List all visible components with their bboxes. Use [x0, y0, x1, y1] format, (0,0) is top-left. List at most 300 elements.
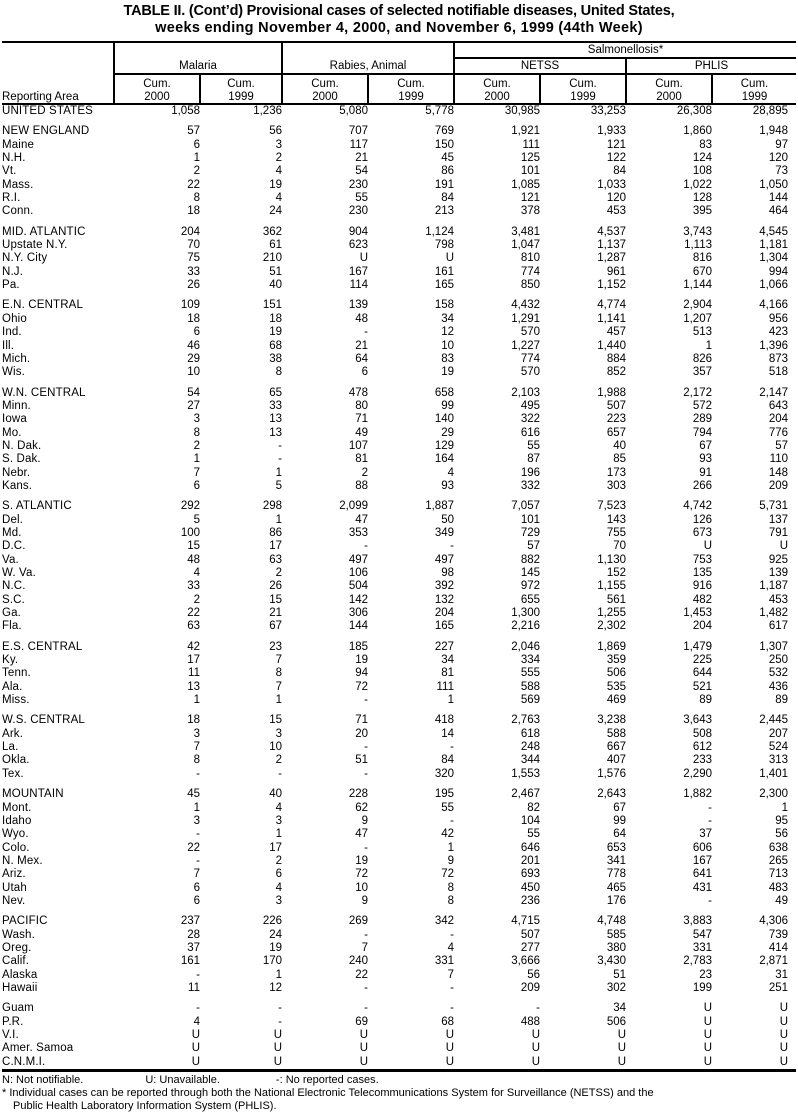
table-row — [2, 500, 796, 513]
row-cell: 10 — [441, 339, 454, 352]
column-header-rabies-1999 — [368, 74, 454, 104]
row-cell: 122 — [606, 152, 626, 165]
legend-unavailable: U: Unavailable. — [145, 1074, 220, 1087]
row-cell: 15 — [269, 593, 282, 606]
row-cell: 140 — [434, 413, 454, 426]
row-cell: 2,302 — [597, 620, 626, 633]
row-cell: 670 — [692, 265, 712, 278]
row-cell: 9 — [447, 854, 454, 867]
row-cell: 22 — [187, 841, 200, 854]
table-row — [2, 453, 796, 466]
row-area-label: S. ATLANTIC — [2, 500, 72, 513]
row-cell: - — [278, 439, 282, 452]
table-row — [2, 514, 796, 527]
table-row — [2, 802, 796, 815]
row-cell: - — [450, 928, 454, 941]
row-cell: 2,103 — [511, 386, 540, 399]
row-area-label: Mo. — [2, 426, 22, 439]
row-cell: 798 — [434, 239, 454, 252]
page-title — [2, 0, 796, 37]
row-cell: 213 — [434, 205, 454, 218]
row-cell: 8 — [447, 894, 454, 907]
row-cell: 40 — [613, 439, 626, 452]
row-cell: 27 — [187, 399, 200, 412]
row-cell: U — [703, 540, 712, 553]
row-cell: 508 — [692, 727, 712, 740]
row-cell: 3 — [275, 138, 282, 151]
row-cell: 1,401 — [759, 767, 788, 780]
row-cell: 6 — [361, 366, 368, 379]
row-cell: 4,715 — [511, 915, 540, 928]
row-cell: 1 — [193, 694, 200, 707]
row-cell: 362 — [262, 225, 282, 238]
year-label: 1999 — [741, 90, 768, 103]
row-cell: 17 — [269, 841, 282, 854]
table-row — [2, 714, 796, 727]
row-cell: 29 — [441, 426, 454, 439]
row-cell: 561 — [606, 593, 626, 606]
row-cell: 572 — [692, 399, 712, 412]
row-cell: 167 — [692, 854, 712, 867]
row-cell: 1,882 — [683, 788, 712, 801]
table-row — [2, 868, 796, 881]
row-cell: 34 — [441, 654, 454, 667]
row-cell: 4 — [193, 567, 200, 579]
row-cell: 1,948 — [759, 125, 788, 138]
row-cell: 209 — [768, 479, 788, 492]
row-cell: 19 — [269, 941, 282, 954]
row-cell: 201 — [520, 854, 540, 867]
row-cell: 111 — [436, 680, 454, 693]
row-cell: 1,300 — [511, 607, 540, 620]
row-area-label: Wash. — [2, 928, 35, 941]
row-cell: 19 — [355, 854, 368, 867]
row-cell: 23 — [699, 968, 712, 981]
row-spacer — [2, 995, 796, 1002]
row-cell: 1,033 — [597, 178, 626, 191]
row-cell: 42 — [187, 640, 200, 653]
row-cell: 791 — [768, 526, 788, 539]
row-cell: 641 — [692, 868, 712, 881]
row-cell: 70 — [613, 540, 626, 553]
row-cell: 54 — [187, 386, 200, 399]
row-cell: 453 — [606, 205, 626, 218]
row-cell: 199 — [692, 981, 712, 994]
row-cell: 195 — [434, 788, 454, 801]
row-cell: 1,022 — [683, 178, 712, 191]
row-cell: 277 — [520, 941, 540, 954]
cum-label: Cum. — [569, 78, 597, 90]
row-cell: - — [708, 801, 712, 814]
row-cell: 961 — [606, 265, 626, 278]
row-cell: 17 — [187, 654, 200, 667]
table-row — [2, 667, 796, 680]
row-area-label: P.R. — [2, 1015, 24, 1028]
row-area-label: N. Dak. — [2, 439, 42, 452]
row-area-label: C.N.M.I. — [2, 1055, 46, 1068]
row-cell: 4 — [447, 466, 454, 479]
row-cell: U — [779, 1029, 788, 1041]
year-label: 2000 — [484, 90, 510, 103]
row-cell: U — [445, 1055, 454, 1068]
row-cell: 8 — [275, 667, 282, 680]
row-cell: 150 — [434, 138, 454, 151]
row-cell: 84 — [441, 192, 454, 205]
table-row — [2, 440, 796, 453]
row-cell: - — [364, 767, 368, 780]
row-cell: 1 — [447, 841, 454, 854]
row-cell: 341 — [606, 854, 626, 867]
row-area-label: Ind. — [2, 326, 22, 339]
row-cell: 8 — [193, 426, 200, 439]
row-cell: U — [191, 1042, 200, 1055]
row-area-label: Conn. — [2, 205, 34, 218]
row-cell: 3,238 — [597, 714, 626, 727]
row-cell: 1,860 — [683, 125, 712, 138]
row-cell: 774 — [520, 265, 540, 278]
table-row — [2, 620, 796, 633]
row-cell: 11 — [188, 667, 200, 680]
row-cell: 15 — [269, 714, 282, 727]
row-cell: 142 — [348, 593, 368, 606]
table-row — [2, 567, 796, 580]
row-cell: 1 — [193, 152, 200, 165]
table-row — [2, 982, 796, 995]
table-row — [2, 1002, 796, 1015]
row-cell: U — [703, 1055, 712, 1068]
row-cell: 100 — [180, 526, 200, 539]
row-cell: U — [359, 1042, 368, 1055]
row-cell: 303 — [606, 479, 626, 492]
row-cell: 114 — [349, 279, 368, 292]
row-cell: 1,085 — [511, 178, 540, 191]
row-cell: 144 — [768, 192, 788, 205]
row-cell: 7 — [275, 654, 282, 667]
row-cell: 1 — [275, 694, 282, 707]
column-header-phlis: PHLIS — [626, 58, 796, 74]
row-cell: 1,066 — [759, 279, 788, 292]
row-cell: 72 — [441, 868, 454, 881]
row-area-label: Ill. — [2, 339, 15, 352]
table-row — [2, 279, 796, 292]
row-cell: - — [450, 1002, 454, 1015]
row-cell: 129 — [434, 439, 454, 452]
row-cell: 1,440 — [597, 339, 626, 352]
table-row — [2, 942, 796, 955]
row-spacer — [2, 380, 796, 387]
row-cell: 72 — [355, 868, 368, 881]
row-cell: U — [617, 1055, 626, 1068]
row-cell: 207 — [768, 727, 788, 740]
row-cell: 26 — [269, 580, 282, 593]
row-cell: 1,482 — [759, 607, 788, 620]
row-cell: 22 — [355, 968, 368, 981]
row-cell: 673 — [692, 526, 712, 539]
table-row — [2, 205, 796, 218]
row-cell: 21 — [355, 152, 368, 165]
row-area-label: W.N. CENTRAL — [2, 386, 86, 399]
row-cell: 34 — [441, 312, 454, 325]
row-cell: 380 — [606, 941, 626, 954]
row-cell: 21 — [269, 607, 282, 620]
row-cell: 225 — [692, 654, 712, 667]
row-area-label: Nebr. — [2, 466, 31, 479]
row-cell: 4,748 — [597, 915, 626, 928]
row-cell: 7,523 — [597, 500, 626, 513]
row-cell: 353 — [348, 526, 368, 539]
row-cell: 3,883 — [683, 915, 712, 928]
row-cell: 91 — [699, 466, 712, 479]
row-cell: - — [450, 741, 454, 754]
row-cell: U — [703, 1002, 712, 1015]
table-row — [2, 768, 796, 781]
row-area-label: NEW ENGLAND — [2, 125, 90, 138]
row-cell: 569 — [520, 694, 540, 707]
row-area-label: Kans. — [2, 479, 33, 492]
row-cell: 28 — [187, 928, 200, 941]
row-area-label: R.I. — [2, 192, 21, 205]
row-cell: 488 — [520, 1015, 540, 1028]
row-cell: 117 — [349, 138, 368, 151]
row-cell: 24 — [269, 205, 282, 218]
row-cell: 38 — [269, 352, 282, 365]
row-cell: 13 — [269, 413, 282, 426]
row-cell: 1,236 — [253, 105, 282, 117]
table-row — [2, 252, 796, 265]
table-row — [2, 1016, 796, 1029]
row-area-label: N.H. — [2, 152, 26, 165]
row-cell: 6 — [275, 868, 282, 881]
row-cell: 535 — [606, 680, 626, 693]
row-cell: 4,306 — [759, 915, 788, 928]
row-cell: 1 — [447, 694, 454, 707]
row-cell: 1,181 — [759, 239, 788, 252]
row-area-label: Fla. — [2, 620, 22, 633]
row-cell: 617 — [768, 620, 788, 633]
table-row — [2, 387, 796, 400]
row-area-label: UNITED STATES — [2, 105, 93, 117]
row-cell: 344 — [520, 754, 540, 767]
column-header-netss: NETSS — [454, 58, 626, 74]
row-cell: 19 — [355, 654, 368, 667]
row-cell: 56 — [775, 828, 788, 841]
row-cell: 31 — [775, 968, 788, 981]
row-cell: U — [779, 1002, 788, 1015]
row-cell: 33,253 — [590, 105, 626, 117]
row-cell: 1,576 — [597, 767, 626, 780]
title-line-1: TABLE II. (Cont’d) Provisional cases of selected notifiable diseases, United States, — [123, 3, 675, 19]
row-cell: 70 — [187, 239, 200, 252]
row-area-label: Utah — [2, 881, 27, 894]
row-cell: 185 — [348, 640, 368, 653]
row-cell: 638 — [768, 841, 788, 854]
column-header-malaria-2000 — [114, 74, 200, 104]
row-cell: U — [359, 1029, 368, 1041]
row-cell: 1 — [781, 801, 788, 814]
row-cell: 547 — [692, 928, 712, 941]
row-area-label: Maine — [2, 138, 35, 151]
table-row — [2, 353, 796, 366]
row-cell: 24 — [269, 928, 282, 941]
row-cell: 13 — [269, 426, 282, 439]
row-cell: 465 — [606, 881, 626, 894]
row-cell: U — [191, 1029, 200, 1041]
row-cell: 1 — [193, 453, 200, 466]
row-area-label: Wyo. — [2, 828, 29, 841]
row-cell: 28,895 — [752, 105, 788, 117]
row-cell: 83 — [699, 138, 712, 151]
row-cell: 13 — [187, 680, 200, 693]
row-cell: 359 — [606, 654, 626, 667]
row-area-label: Alaska — [2, 968, 38, 981]
row-cell: 29 — [187, 352, 200, 365]
row-cell: 51 — [613, 968, 626, 981]
row-cell: 1,050 — [759, 178, 788, 191]
row-cell: - — [278, 453, 282, 466]
row-area-label: S.C. — [2, 593, 25, 606]
table-row — [2, 741, 796, 754]
row-cell: 64 — [613, 828, 626, 841]
row-cell: 904 — [348, 225, 368, 238]
row-cell: 378 — [520, 205, 540, 218]
row-cell: U — [359, 252, 368, 265]
row-cell: 121 — [606, 138, 626, 151]
row-cell: 106 — [348, 567, 368, 579]
row-area-label: V.I. — [2, 1029, 19, 1041]
table-row — [2, 165, 796, 178]
row-cell: U — [359, 1055, 368, 1068]
row-cell: 49 — [355, 426, 368, 439]
table-row — [2, 313, 796, 326]
row-cell: 1,137 — [597, 239, 626, 252]
table-row — [2, 641, 796, 654]
row-cell: 81 — [355, 453, 368, 466]
footnote-star-line-1: * Individual cases can be reported through both the National Electronic Telecommunications System for Surveillance (NETSS) and the — [2, 1087, 654, 1100]
row-cell: 423 — [768, 326, 788, 339]
row-cell: 108 — [692, 165, 712, 178]
row-cell: 51 — [355, 754, 368, 767]
row-cell: 7 — [275, 680, 282, 693]
row-cell: 47 — [355, 513, 368, 526]
cum-label: Cum. — [143, 78, 171, 90]
row-cell: 37 — [699, 828, 712, 841]
row-cell: 7 — [361, 941, 368, 954]
row-area-label: Tenn. — [2, 667, 31, 680]
row-cell: 2,046 — [511, 640, 540, 653]
row-cell: 19 — [269, 326, 282, 339]
row-cell: 667 — [606, 741, 626, 754]
row-cell: 71 — [355, 413, 368, 426]
row-cell: 4,774 — [597, 299, 626, 312]
row-cell: 87 — [527, 453, 540, 466]
row-cell: 47 — [355, 828, 368, 841]
row-cell: 93 — [699, 453, 712, 466]
row-cell: 693 — [520, 868, 540, 881]
row-cell: - — [196, 828, 200, 841]
row-area-label: Hawaii — [2, 981, 38, 994]
row-cell: - — [196, 767, 200, 780]
row-cell: 1,141 — [597, 312, 626, 325]
row-cell: 8 — [193, 754, 200, 767]
row-cell: 623 — [348, 239, 368, 252]
legend-no-reported-cases: -: No reported cases. — [275, 1074, 379, 1087]
row-cell: 12 — [269, 981, 282, 994]
row-cell: 457 — [606, 326, 626, 339]
row-cell: 2 — [361, 466, 368, 479]
row-cell: 84 — [613, 165, 626, 178]
row-cell: 204 — [768, 413, 788, 426]
row-cell: 82 — [527, 801, 540, 814]
row-cell: 57 — [527, 540, 540, 553]
row-spacer — [2, 707, 796, 714]
row-cell: U — [191, 1055, 200, 1068]
row-cell: 120 — [768, 152, 788, 165]
row-cell: 22 — [187, 178, 200, 191]
row-cell: 532 — [768, 667, 788, 680]
table-row — [2, 179, 796, 192]
row-cell: 3,743 — [683, 225, 712, 238]
footnotes — [2, 1074, 796, 1113]
row-area-label: Okla. — [2, 754, 30, 767]
row-cell: - — [278, 1002, 282, 1015]
row-cell: 2 — [275, 854, 282, 867]
row-cell: U — [617, 1042, 626, 1055]
row-cell: 1,933 — [597, 125, 626, 138]
row-cell: 497 — [434, 553, 454, 566]
cum-label: Cum. — [311, 78, 339, 90]
row-cell: 5 — [193, 513, 200, 526]
row-area-label: Ala. — [2, 680, 23, 693]
row-cell: 1 — [275, 828, 282, 841]
table-row — [2, 527, 796, 540]
table-row — [2, 1029, 796, 1042]
row-cell: 8 — [193, 192, 200, 205]
row-area-label: W.S. CENTRAL — [2, 714, 85, 727]
row-cell: 2,643 — [597, 788, 626, 801]
table-row — [2, 239, 796, 252]
table-row — [2, 828, 796, 841]
row-cell: 165 — [434, 620, 454, 633]
row-area-label: Ark. — [2, 727, 24, 740]
row-cell: 778 — [606, 868, 626, 881]
row-cell: 170 — [262, 955, 282, 968]
table-row — [2, 788, 796, 801]
row-cell: 1,047 — [511, 239, 540, 252]
row-cell: 6 — [193, 894, 200, 907]
row-cell: 332 — [520, 479, 540, 492]
row-cell: - — [364, 1002, 368, 1015]
row-cell: 152 — [606, 567, 626, 579]
year-label: 2000 — [312, 90, 338, 103]
row-cell: 1,291 — [511, 312, 540, 325]
row-cell: 86 — [269, 526, 282, 539]
row-cell: 54 — [355, 165, 368, 178]
row-cell: 521 — [692, 680, 712, 693]
row-cell: 4,537 — [597, 225, 626, 238]
row-cell: 916 — [692, 580, 712, 593]
row-cell: 67 — [613, 801, 626, 814]
table-row — [2, 340, 796, 353]
row-cell: 1,130 — [597, 553, 626, 566]
table-row — [2, 815, 796, 828]
row-cell: 6 — [193, 479, 200, 492]
row-cell: 204 — [692, 620, 712, 633]
table-row — [2, 882, 796, 895]
row-cell: 3,430 — [597, 955, 626, 968]
row-cell: 504 — [348, 580, 368, 593]
row-cell: 1,144 — [683, 279, 712, 292]
row-cell: 616 — [520, 426, 540, 439]
